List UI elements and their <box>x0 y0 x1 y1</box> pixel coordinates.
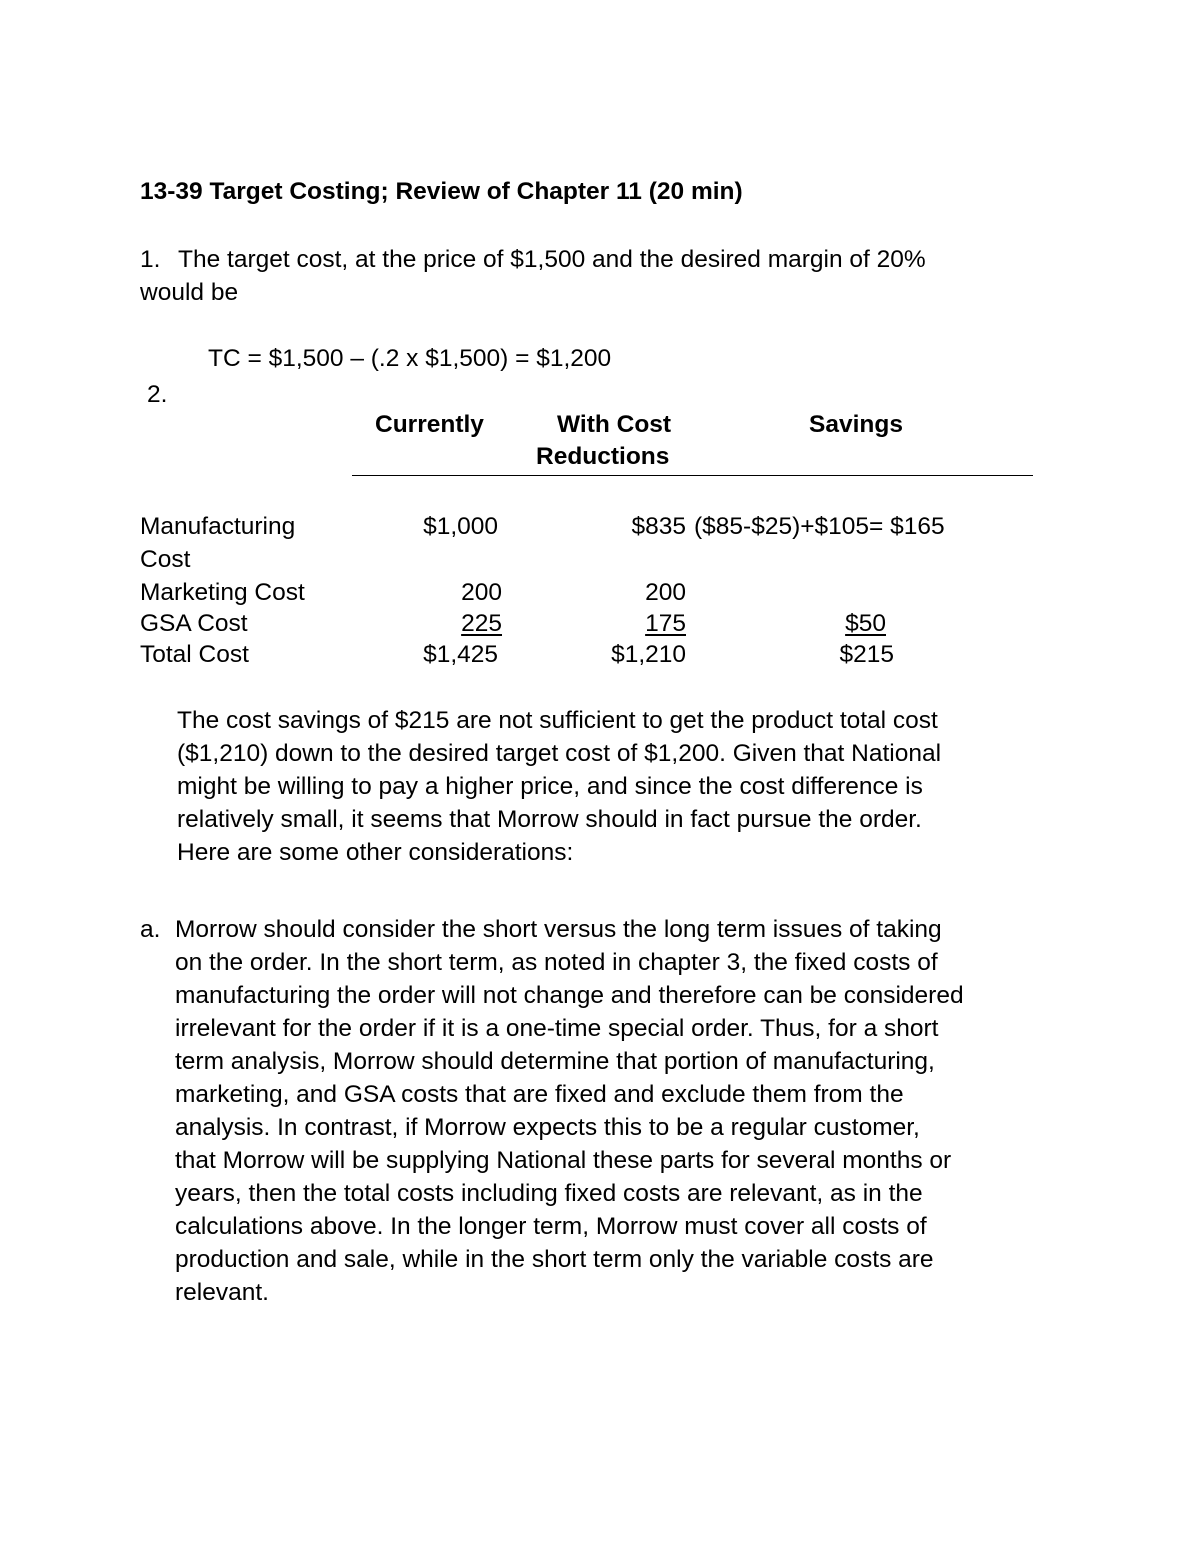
item-a-line: on the order. In the short term, as noted in chapter 3, the fixed costs of <box>175 949 938 976</box>
item-a-line: relevant. <box>175 1279 269 1306</box>
target-cost-formula: TC = $1,500 – (.2 x $1,500) = $1,200 <box>208 345 612 372</box>
item-a-line: irrelevant for the order if it is a one-time special order. Thus, for a short <box>175 1015 939 1042</box>
item-a-line: calculations above. In the longer term, Morrow must cover all costs of <box>175 1213 927 1240</box>
item-a-marker: a. <box>140 916 161 943</box>
question-2-number: 2. <box>147 381 168 408</box>
row-marketing-with-cost: 200 <box>645 579 686 606</box>
header-rule <box>352 475 1033 476</box>
row-total-with-cost: $1,210 <box>611 641 686 668</box>
analysis-line: ($1,210) down to the desired target cost of $1,200. Given that National <box>177 740 942 767</box>
row-marketing-label: Marketing Cost <box>140 579 305 606</box>
row-total-currently: $1,425 <box>423 641 498 668</box>
item-a-line: analysis. In contrast, if Morrow expects this to be a regular customer, <box>175 1114 920 1141</box>
item-a-line: marketing, and GSA costs that are fixed and exclude them from the <box>175 1081 904 1108</box>
row-gsa-with-cost: 175 <box>645 610 686 637</box>
item-a-line: Morrow should consider the short versus the long term issues of taking <box>175 916 942 943</box>
page-title: 13-39 Target Costing; Review of Chapter 11 (20 min) <box>140 178 743 205</box>
header-with-cost-line1: With Cost <box>557 411 672 438</box>
row-marketing-currently: 200 <box>461 579 502 606</box>
item-a-line: term analysis, Morrow should determine that portion of manufacturing, <box>175 1048 935 1075</box>
row-gsa-label: GSA Cost <box>140 610 248 637</box>
row-manufacturing-label-line2: Cost <box>140 546 191 573</box>
row-gsa-currently: 225 <box>461 610 502 637</box>
header-currently: Currently <box>375 411 484 438</box>
row-manufacturing-savings: ($85-$25)+$105= $165 <box>694 513 945 540</box>
row-manufacturing-with-cost: $835 <box>631 513 686 540</box>
analysis-paragraph <box>177 704 941 869</box>
analysis-line: Here are some other considerations: <box>177 839 574 866</box>
question-1-text-line2: would be <box>140 279 239 306</box>
question-1-number: 1. <box>140 246 161 273</box>
item-a-line: manufacturing the order will not change and therefore can be considered <box>175 982 964 1009</box>
item-a-line: production and sale, while in the short term only the variable costs are <box>175 1246 934 1273</box>
item-a-paragraph <box>175 913 964 1309</box>
question-1-text-line1: The target cost, at the price of $1,500 and the desired margin of 20% <box>178 246 926 273</box>
row-manufacturing-currently: $1,000 <box>423 513 498 540</box>
row-manufacturing-label: Manufacturing <box>140 513 296 540</box>
header-savings: Savings <box>809 411 903 438</box>
item-a-line: that Morrow will be supplying National these parts for several months or <box>175 1147 952 1174</box>
item-a-line: years, then the total costs including fixed costs are relevant, as in the <box>175 1180 923 1207</box>
analysis-line: relatively small, it seems that Morrow should in fact pursue the order. <box>177 806 922 833</box>
row-gsa-savings: $50 <box>845 610 886 637</box>
header-with-cost-line2: Reductions <box>536 443 670 470</box>
analysis-line: The cost savings of $215 are not sufficient to get the product total cost <box>177 707 938 734</box>
analysis-line: might be willing to pay a higher price, and since the cost difference is <box>177 773 923 800</box>
row-total-label: Total Cost <box>140 641 249 668</box>
row-total-savings: $215 <box>839 641 894 668</box>
